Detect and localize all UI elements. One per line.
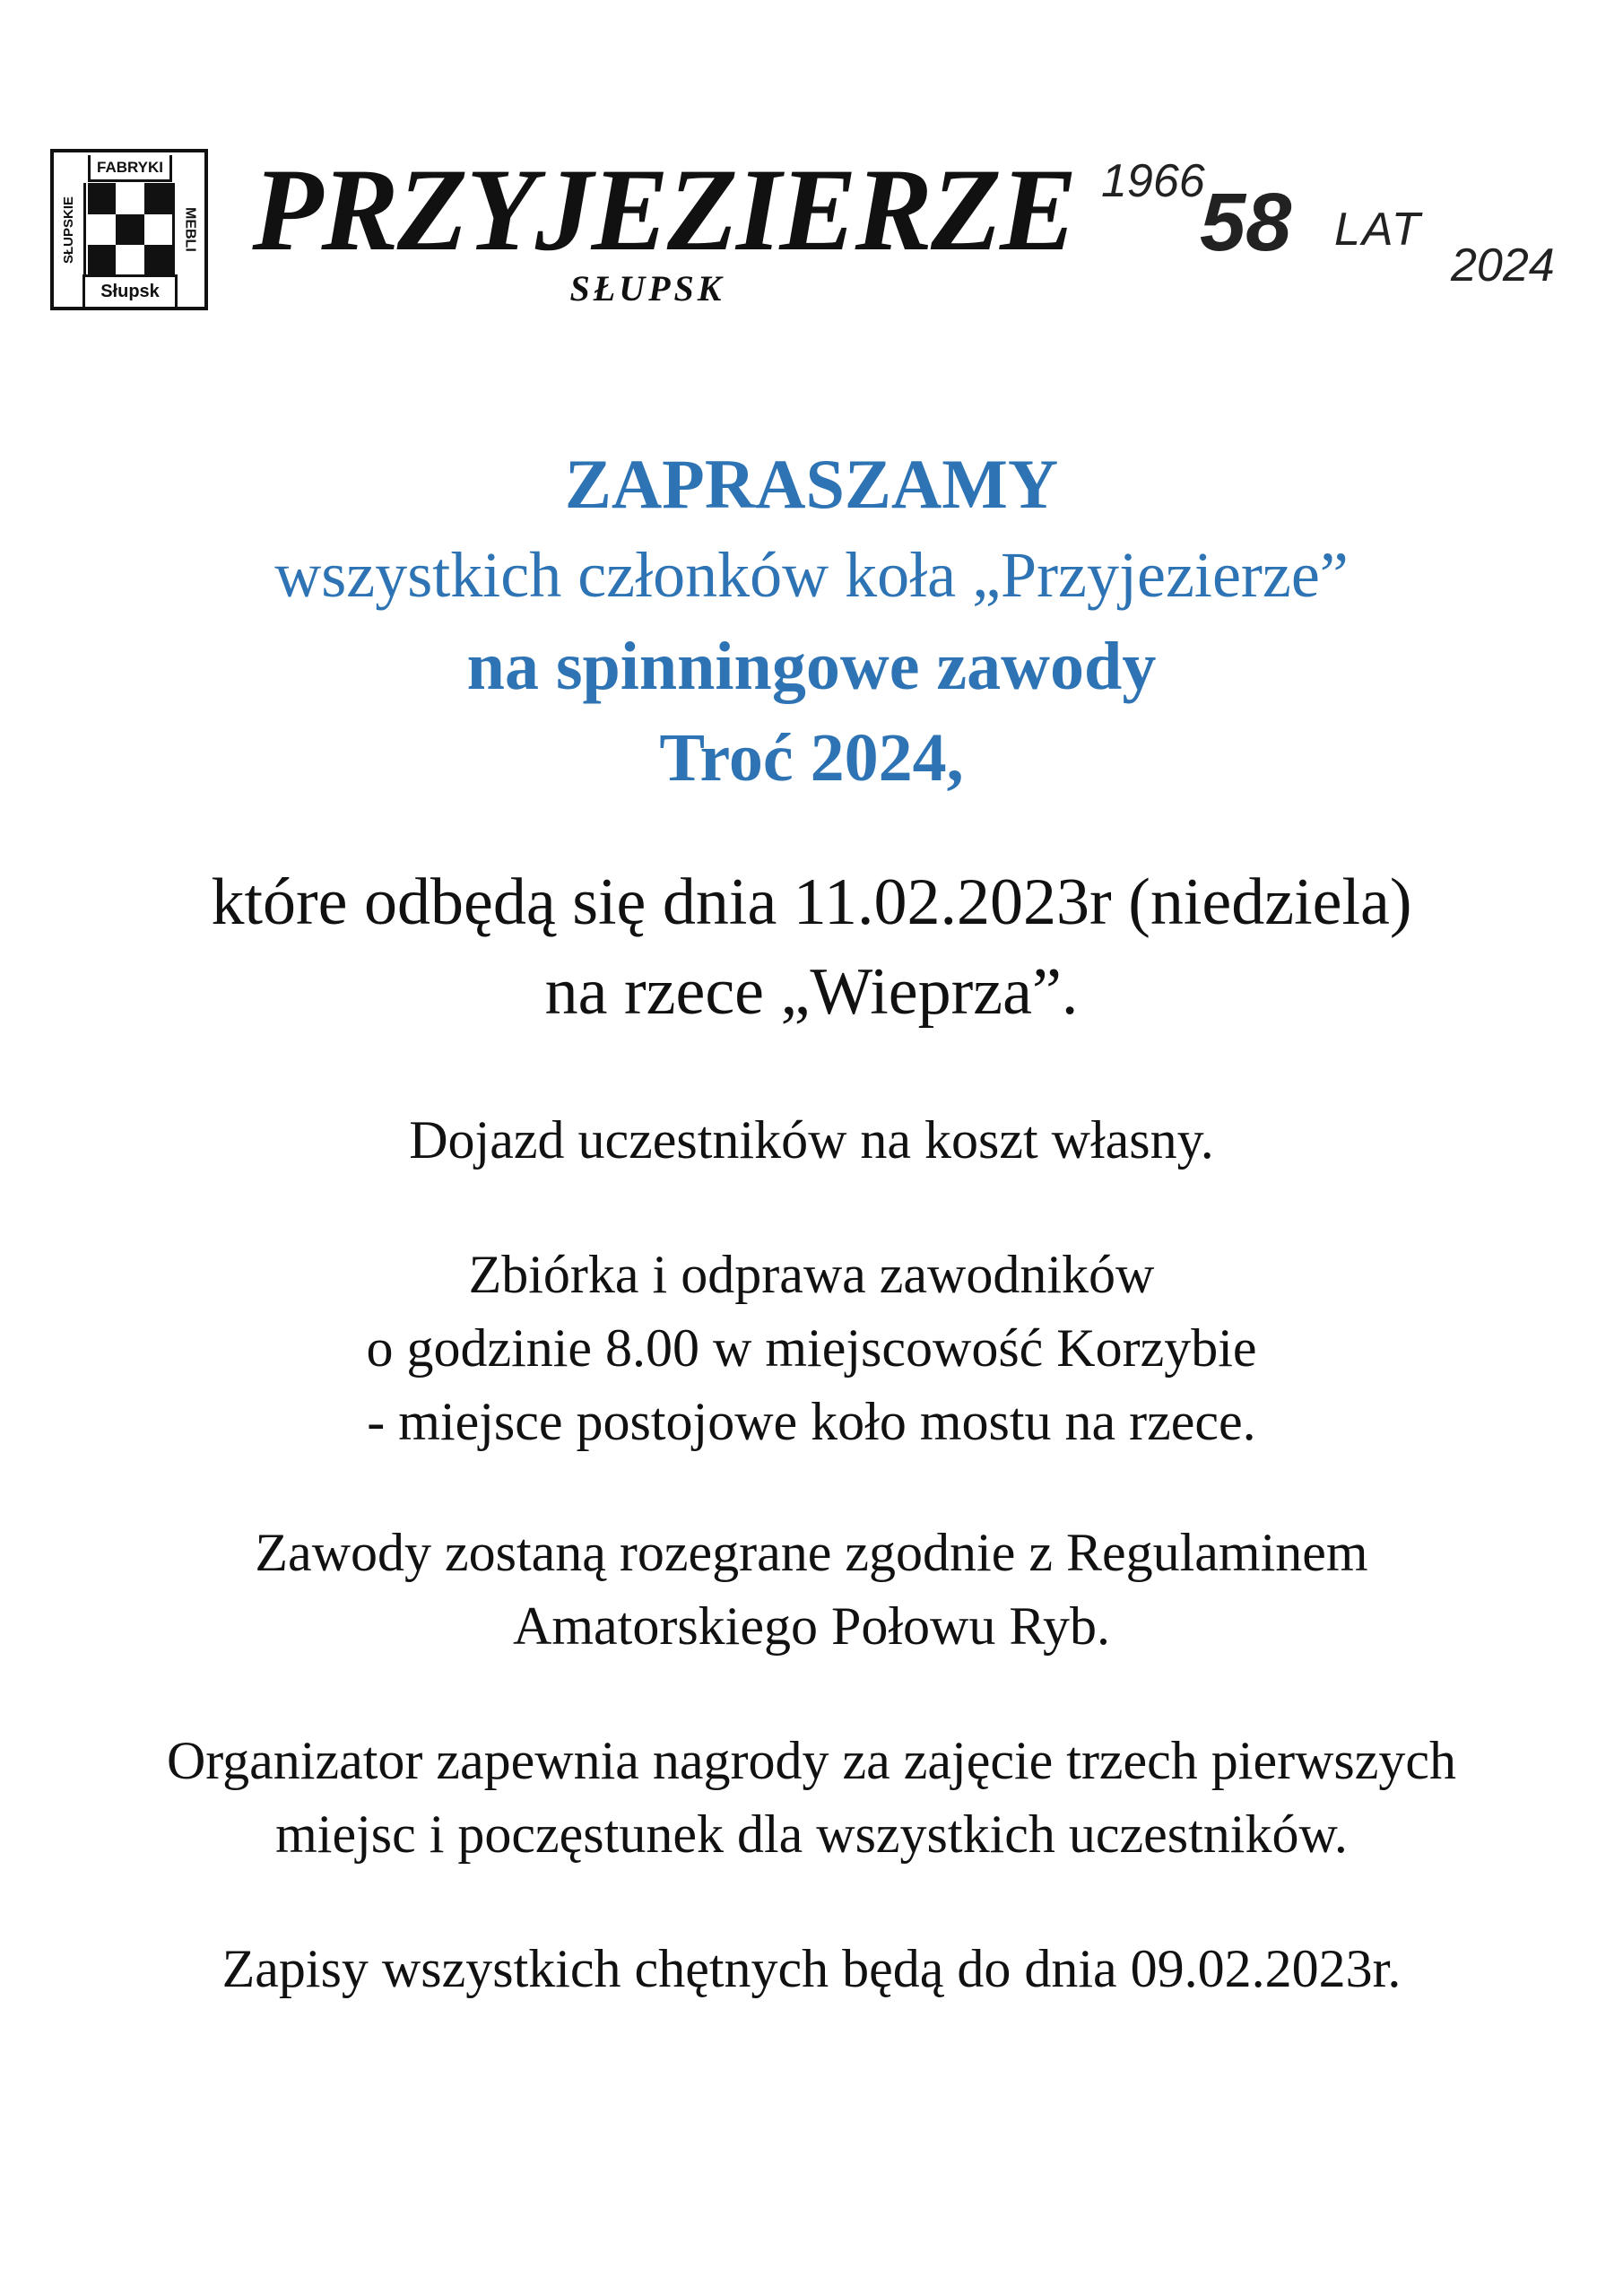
anniversary-end-year: 2024 [1451, 239, 1555, 291]
prizes-line-1: Organizator zapewnia nagrody za zajęcie trzech pierwszych [166, 1731, 1457, 1790]
meeting-info [0, 1238, 1623, 1458]
checkerboard-icon [88, 183, 172, 276]
rules-line-1: Zawody zostaną rozegrane zgodnie z Regulaminem [255, 1523, 1368, 1582]
brand-title [244, 144, 1076, 309]
prizes-line-2: miejsc i poczęstunek dla wszystkich uczestników. [275, 1805, 1348, 1864]
company-logo [50, 149, 208, 310]
logo-bottom-label: Słupsk [82, 274, 178, 307]
prizes-info [0, 1724, 1623, 1871]
logo-top-label: FABRYKI [88, 155, 172, 182]
event-details [0, 857, 1623, 1037]
meeting-line-1: Zbiórka i odprawa zawodników [468, 1245, 1155, 1304]
anniversary-years: 58 [1200, 177, 1292, 268]
meeting-line-3: - miejsce postojowe koło mostu na rzece. [367, 1392, 1256, 1451]
brand-name: PRZYJEZIERZE [252, 144, 1076, 275]
invitation-audience: wszystkich członków koła „Przyjezierze” [274, 539, 1349, 611]
invitation-event-name: Troć 2024, [659, 720, 964, 796]
invitation-event-type: na spinningowe zawody [466, 629, 1157, 704]
logo-left-label: SŁUPSKIE [54, 183, 86, 276]
anniversary-years-label: LAT [1334, 204, 1422, 256]
registration-info [0, 1932, 1623, 2005]
travel-note [0, 1103, 1623, 1177]
meeting-line-2: o godzinie 8.00 w miejscowość Korzybie [366, 1318, 1257, 1378]
event-date-line: które odbędą się dnia 11.02.2023r (niedziela) [211, 865, 1412, 939]
anniversary-start-year: 1966 [1101, 155, 1205, 207]
registration-text: Zapisy wszystkich chętnych będą do dnia 09.02.2023r. [221, 1939, 1402, 1998]
rules-line-2: Amatorskiego Połowu Ryb. [513, 1596, 1110, 1656]
anniversary-badge [1094, 152, 1596, 296]
invitation-title: ZAPRASZAMY [564, 445, 1059, 523]
travel-text: Dojazd uczestników na koszt własny. [409, 1110, 1214, 1170]
brand-city: SŁUPSK [569, 268, 725, 309]
rules-info [0, 1516, 1623, 1663]
logo-right-label: MEBLI [172, 183, 204, 276]
event-location-line: na rzece „Wieprza”. [544, 955, 1079, 1029]
invitation-heading [0, 439, 1623, 804]
